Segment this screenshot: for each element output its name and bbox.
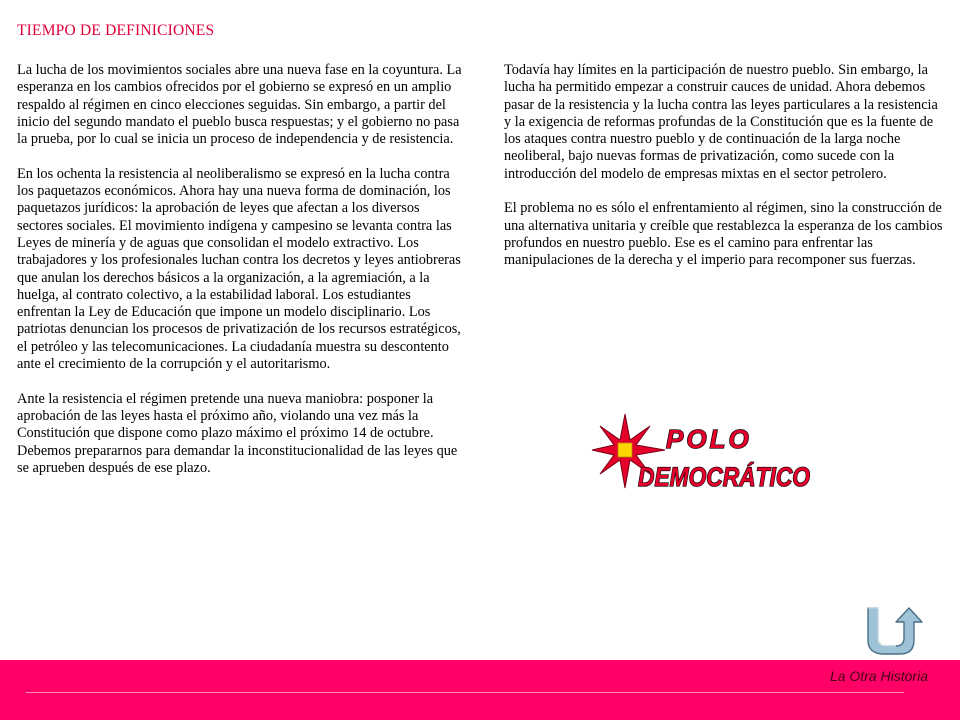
footer-bar	[0, 660, 960, 720]
page-title: TIEMPO DE DEFINICIONES	[17, 22, 215, 39]
logo-line2: DEMOCRÁTICO	[638, 462, 842, 492]
left-column	[17, 62, 465, 494]
right-column	[504, 62, 944, 287]
footer-divider	[26, 692, 904, 693]
paragraph: La lucha de los movimientos sociales abre una nueva fase en la coyuntura. La esperanza en los cambios ofrecidos por el gobierno se expresó en un amplio respaldo al régimen en cinco elecciones seguidas. Sin embargo, a partir del inicio del segundo mandato el pueblo busca respuestas; y el gobierno no pasa la prueba, por lo cual se inicia un proceso de independencia y de resistencia.	[17, 62, 462, 148]
return-button[interactable]	[862, 604, 926, 656]
footer-label: La Otra Historia	[829, 668, 928, 684]
logo-line1: POLO	[666, 424, 752, 454]
polo-democratico-logo	[590, 412, 842, 492]
star-center-square	[618, 443, 632, 457]
paragraph: En los ochenta la resistencia al neoliberalismo se expresó en la lucha contra los paquetazos económicos. Ahora hay una nueva forma de dominación, los paquetazos jurídicos: la aprobación de leyes que afectan a los diversos sectores sociales. El movimiento indígena y campesino se levanta contra las Leyes de minería y de aguas que consolidan el modelo extractivo. Los trabajadores y los profesionales luchan contra los decretos y leyes antiobreras que anulan los derechos básicos a la organización, a la agremiación, a la huelga, al contrato colectivo, a la estabilidad laboral. Los estudiantes enfrentan la Ley de Educación que impone un modelo disciplinario. Los patriotas denuncian los procesos de privatización de los recursos estratégicos, el petróleo y las telecomunicaciones. La ciudadanía muestra su descontento ante el crecimiento de la corrupción y el autoritarismo.	[17, 165, 461, 373]
paragraph: Todavía hay límites en la participación de nuestro pueblo. Sin embargo, la lucha ha permitido empezar a construir cauces de unidad. Ahora debemos pasar de la resistencia y la lucha contra las leyes particulares a la resistencia y la exigencia de reformas profundas de la Constitución que es la fuente de los ataques contra nuestro pueblo y de continuación de la larga noche neoliberal, bajo nuevas formas de privatización, como sucede con la introducción del modelo de empresas mixtas en el sector petrolero.	[504, 62, 938, 182]
paragraph: El problema no es sólo el enfrentamiento al régimen, sino la construcción de una alternativa unitaria y creíble que restablezca la esperanza de los cambios profundos en nuestro pueblo. Ese es el camino para enfrentar las manipulaciones de la derecha y el imperio para recomponer sus fuerzas.	[504, 200, 943, 269]
paragraph: Ante la resistencia el régimen pretende una nueva maniobra: posponer la aprobación de las leyes hasta el próximo año, violando una vez más la Constitución que dispone como plazo máximo el próximo 14 de octubre. Debemos prepararnos para demandar la inconstitucionalidad de las leyes que se aprueben después de ese plazo.	[17, 390, 458, 476]
u-turn-arrow-icon	[868, 608, 922, 654]
